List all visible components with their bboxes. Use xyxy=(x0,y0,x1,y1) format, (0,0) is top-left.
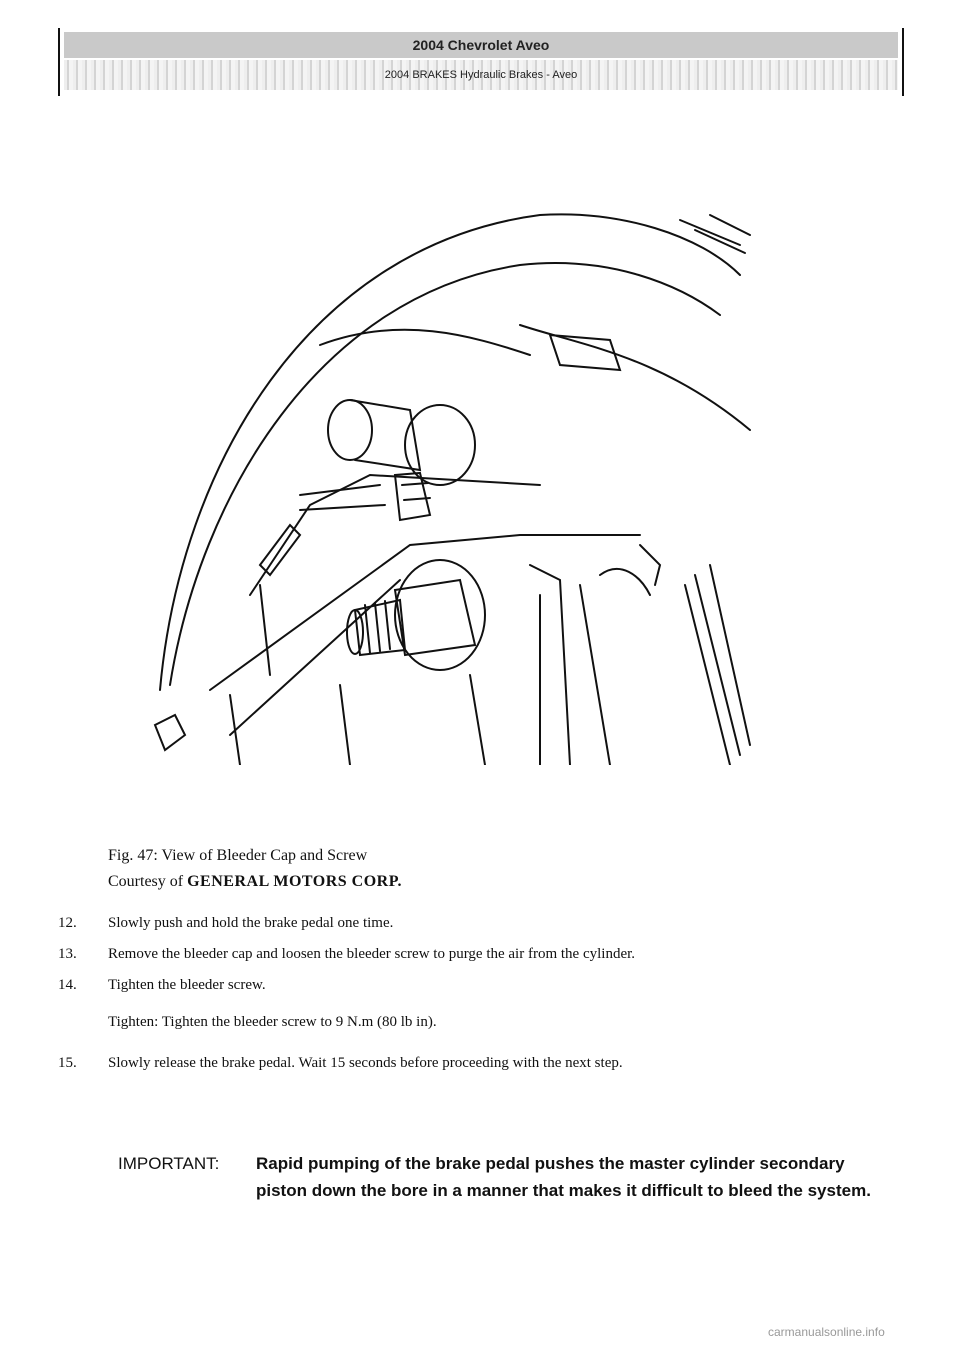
watermark-footer: carmanualsonline.info xyxy=(768,1325,885,1339)
important-note xyxy=(118,1150,898,1204)
courtesy-org: GENERAL MOTORS CORP. xyxy=(187,873,403,890)
header-border-right xyxy=(902,28,904,96)
step-12 xyxy=(58,912,898,935)
step-14 xyxy=(58,974,898,997)
header-border-left xyxy=(58,28,60,96)
step-number: 12. xyxy=(58,915,77,931)
torque-label: Tighten: xyxy=(108,1014,159,1030)
step-number: 15. xyxy=(58,1055,77,1071)
torque-text: Tighten the bleeder screw to 9 N.m (80 lb in). xyxy=(161,1014,437,1030)
step-text: Tighten the bleeder screw. xyxy=(108,977,266,993)
figure-courtesy xyxy=(108,869,402,895)
header-subtitle: 2004 BRAKES Hydraulic Brakes - Aveo xyxy=(64,60,898,90)
important-text: Rapid pumping of the brake pedal pushes the master cylinder secondary piston down the bore in a manner that makes it difficult to bleed the system. xyxy=(256,1154,871,1200)
courtesy-prefix: Courtesy of xyxy=(108,873,188,890)
step-text: Remove the bleeder cap and loosen the bleeder screw to purge the air from the cylinder. xyxy=(108,946,636,962)
figure-title: Fig. 47: View of Bleeder Cap and Screw xyxy=(108,847,368,864)
torque-spec xyxy=(108,1011,898,1034)
figure-caption xyxy=(108,843,402,895)
important-label: IMPORTANT: xyxy=(118,1154,220,1173)
page-header xyxy=(58,28,904,92)
step-13 xyxy=(58,943,898,966)
step-15 xyxy=(58,1052,898,1075)
step-number: 14. xyxy=(58,977,77,993)
procedure-steps xyxy=(58,912,898,1083)
step-number: 13. xyxy=(58,946,77,962)
header-title: 2004 Chevrolet Aveo xyxy=(64,32,898,58)
step-text: Slowly release the brake pedal. Wait 15 seconds before proceeding with the next step. xyxy=(108,1055,623,1071)
step-text: Slowly push and hold the brake pedal one time. xyxy=(108,915,394,931)
bleeder-cap-illustration xyxy=(140,205,760,765)
